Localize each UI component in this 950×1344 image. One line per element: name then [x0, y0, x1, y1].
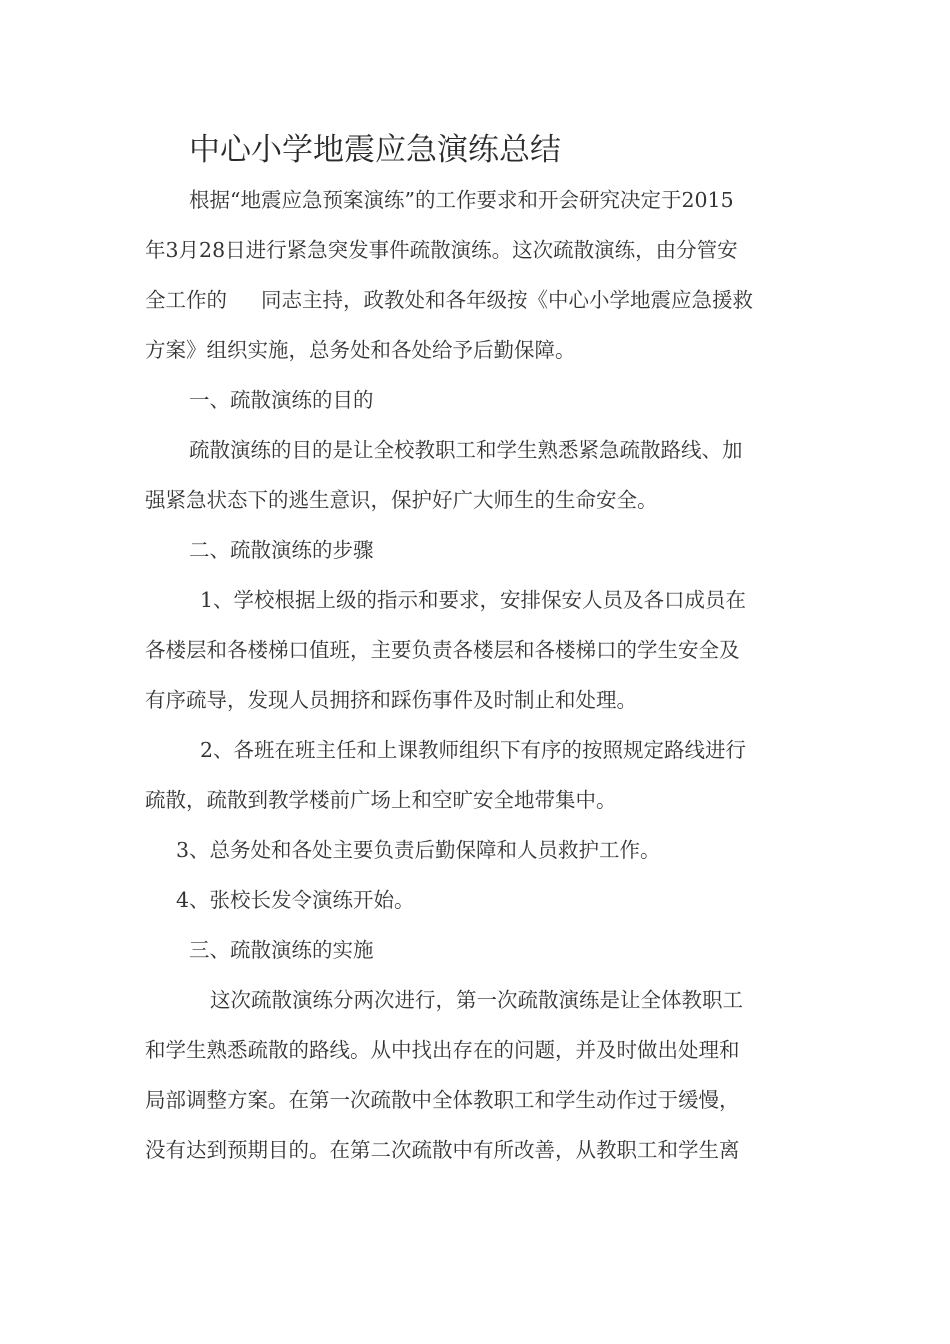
- paragraph-line: 强紧急状态下的逃生意识，保护好广大师生的生命安全。: [145, 488, 658, 512]
- section-heading: 一、疏散演练的目的: [189, 388, 374, 412]
- paragraph-line: 和学生熟悉疏散的路线。从中找出存在的问题，并及时做出处理和: [145, 1038, 740, 1062]
- section-heading: 三、疏散演练的实施: [189, 938, 374, 962]
- list-item-line: 疏散，疏散到教学楼前广场上和空旷安全地带集中。: [145, 788, 617, 812]
- paragraph-line: [145, 285, 753, 315]
- list-item-line: 有序疏导，发现人员拥挤和踩伤事件及时制止和处理。: [145, 688, 637, 712]
- paragraph-line: 这次疏散演练分两次进行，第一次疏散演练是让全体教职工: [210, 988, 743, 1012]
- list-item-line: 2、各班在班主任和上课教师组织下有序的按照规定路线进行: [200, 738, 747, 762]
- section-heading: 二、疏散演练的步骤: [189, 538, 374, 562]
- paragraph-line: 方案》组织实施，总务处和各处给予后勤保障。: [145, 338, 576, 362]
- list-item-line: 各楼层和各楼梯口值班，主要负责各楼层和各楼梯口的学生安全及: [145, 638, 740, 662]
- list-item-line: 1、学校根据上级的指示和要求，安排保安人员及各口成员在: [200, 588, 747, 612]
- paragraph-line: 没有达到预期目的。在第二次疏散中有所改善，从教职工和学生离: [145, 1138, 740, 1162]
- paragraph-line: 局部调整方案。在第一次疏散中全体教职工和学生动作过于缓慢，: [145, 1088, 740, 1112]
- document-title: 中心小学地震应急演练总结: [189, 132, 561, 168]
- list-item-line: 3、总务处和各处主要负责后勤保障和人员救护工作。: [176, 838, 661, 862]
- paragraph-line-part: 同志主持，政教处和各年级按《中心小学地震应急援救: [261, 288, 753, 312]
- paragraph-line: 年3月28日进行紧急突发事件疏散演练。这次疏散演练，由分管安: [145, 238, 738, 262]
- paragraph-line: 疏散演练的目的是让全校教职工和学生熟悉紧急疏散路线、加: [189, 438, 743, 462]
- paragraph-line-part: 全工作的: [145, 288, 227, 312]
- list-item-line: 4、张校长发令演练开始。: [176, 888, 415, 912]
- paragraph-line: 根据“地震应急预案演练”的工作要求和开会研究决定于2015: [189, 188, 734, 212]
